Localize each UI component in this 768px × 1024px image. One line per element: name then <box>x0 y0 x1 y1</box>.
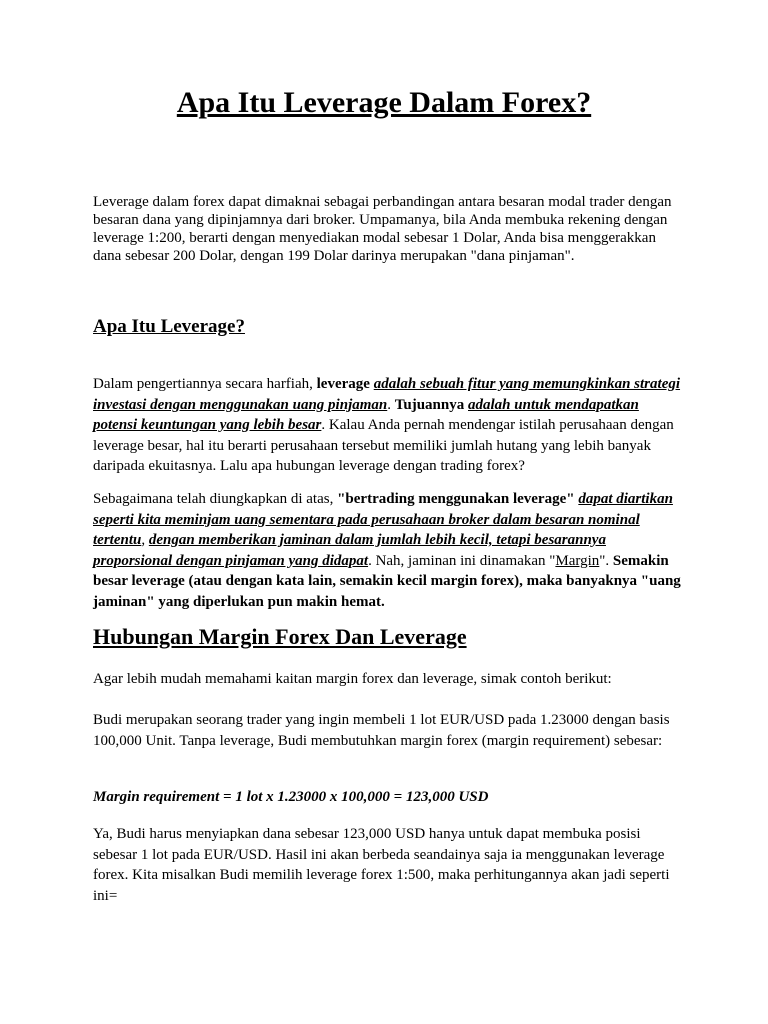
text-run: . <box>387 396 395 413</box>
leverage-paragraph-2 <box>93 489 683 612</box>
text-run: ". <box>599 552 613 569</box>
bold-term: leverage <box>316 376 370 392</box>
result-text: Ya, Budi harus menyiapkan dana sebesar 123,000 USD hanya untuk dapat membuka posisi sebesar 1 lot pada EUR/USD. Hasil ini akan berbeda seandainya saja ia menggunakan leverage forex. Kita misalkan Budi memilih leverage forex 1:500, maka perhitungannya akan jadi seperti ini= <box>93 826 670 904</box>
section-heading-leverage: Apa Itu Leverage? <box>93 316 245 337</box>
margin-term: Margin <box>555 552 600 569</box>
margin-formula: Margin requirement = 1 lot x 1.23000 x 100,000 = 123,000 USD <box>93 789 489 805</box>
emphasis-text: dengan memberikan jaminan dalam jumlah lebih kecil, tetapi besarannya proporsional dengan pinjaman yang didapat <box>93 532 606 569</box>
intro-paragraph <box>93 193 683 265</box>
text-run: Sebagaimana telah diungkapkan di atas, <box>93 491 338 507</box>
result-paragraph <box>93 824 683 906</box>
intro-text: Leverage dalam forex dapat dimaknai sebagai perbandingan antara besaran modal trader dengan besaran dana yang dipinjamnya dari broker. Umpamanya, bila Anda membuka rekening dengan leverage 1:200, berarti dengan menyediakan modal sebesar 1 Dolar, Anda bisa menggerakkan dana sebesar 200 Dolar, dengan 199 Dolar darinya merupakan "dana pinjaman". <box>93 194 672 264</box>
bold-term: Tujuannya <box>394 396 465 413</box>
leverage-paragraph-1 <box>93 374 683 477</box>
bold-term: "bertrading menggunakan leverage" <box>337 491 575 507</box>
text-run: , <box>141 532 149 548</box>
emphasis-text: adalah untuk mendapatkan potensi keuntungan yang lebih besar <box>93 396 639 433</box>
emphasis-text: adalah sebuah fitur yang memungkinkan strategi investasi dengan menggunakan uang pinjaman <box>93 376 681 413</box>
example-text: Budi merupakan seorang trader yang ingin membeli 1 lot EUR/USD pada 1.23000 dengan basis 100,000 Unit. Tanpa leverage, Budi membutuhkan margin forex (margin requirement) sebesar: <box>93 712 670 749</box>
margin-intro-text: Agar lebih mudah memahami kaitan margin forex dan leverage, simak contoh berikut: <box>93 671 612 687</box>
emphasis-text: dapat diartikan seperti kita meminjam uang sementara pada perusahaan broker dalam besaran nominal tertentu <box>93 491 673 548</box>
example-paragraph <box>93 710 683 751</box>
text-run: . Nah, jaminan ini dinamakan " <box>368 552 556 569</box>
text-run: Dalam pengertiannya secara harfiah, <box>93 376 317 392</box>
margin-intro-paragraph <box>93 669 683 690</box>
section-heading-margin-forex: Hubungan Margin Forex Dan Leverage <box>93 624 467 649</box>
text-run: . Kalau Anda pernah mendengar istilah perusahaan dengan leverage besar, hal itu berarti perusahaan tersebut memiliki jumlah hutang yang lebih banyak daripada ekuitasnya. Lalu apa hubungan leverage dengan trading forex? <box>93 417 674 474</box>
page-title: Apa Itu Leverage Dalam Forex? <box>176 86 592 119</box>
bold-statement: Semakin besar leverage (atau dengan kata lain, semakin kecil margin forex), maka banyaknya "uang jaminan" yang diperlukan pun makin hemat. <box>93 552 681 610</box>
